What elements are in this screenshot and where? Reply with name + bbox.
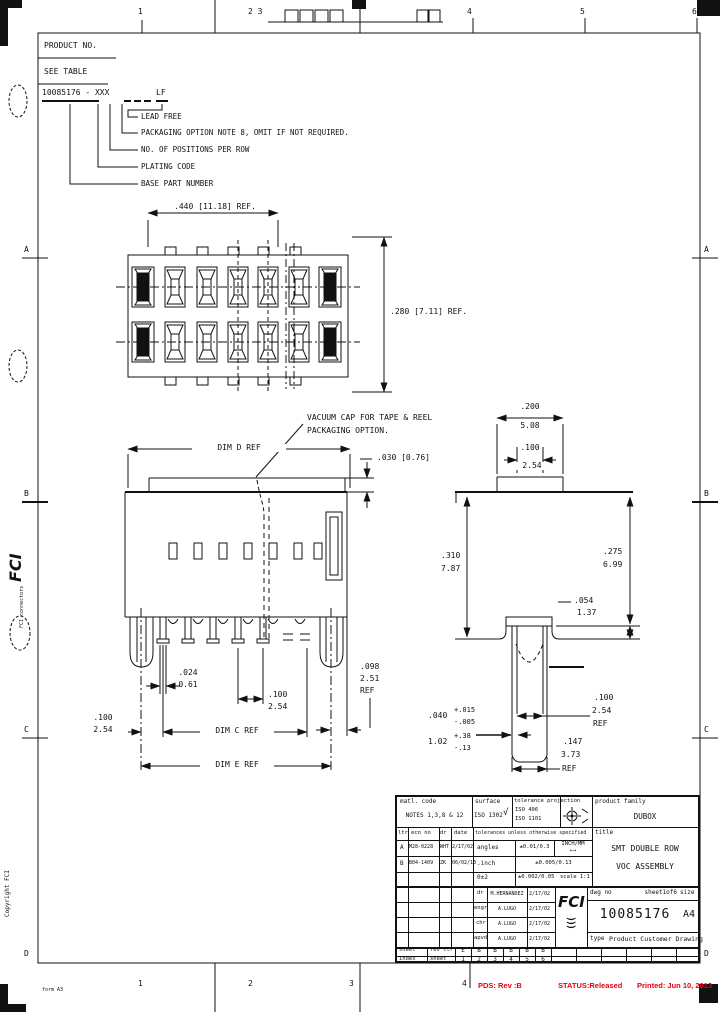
top-ruler-4: 4 xyxy=(467,7,472,16)
tolerance-note: tolerances unless otherwise specified xyxy=(475,830,587,836)
registration-mark xyxy=(9,350,27,382)
dim-d-ref: DIM D REF xyxy=(192,444,286,452)
see-table-label: SEE TABLE xyxy=(44,67,88,76)
dim-147-in: .147 xyxy=(563,737,583,746)
dim-200-in: .200 xyxy=(520,402,540,411)
callout-plating: PLATING CODE xyxy=(141,162,196,171)
third-angle-projection-icon xyxy=(563,806,589,826)
bottom-ruler-2: 2 xyxy=(248,979,253,988)
fci-side-logo: FCI xyxy=(6,553,25,582)
zone-letter-c-left: C xyxy=(24,725,29,734)
bottom-ruler-3: 3 xyxy=(349,979,354,988)
rev-ltr-6: B xyxy=(541,947,545,954)
approval-date-dr: 2/17/02 xyxy=(529,891,551,897)
top-view-linework xyxy=(116,213,392,392)
approval-role-engr: engr xyxy=(474,905,488,911)
angles-value: 0±2 xyxy=(477,874,488,881)
fci-logo: FCI xyxy=(558,893,585,911)
dim-040-tol-plus: +.015 xyxy=(454,706,476,714)
rev-b-date: 06/02/13 xyxy=(452,860,477,866)
printed-date: Printed: Jun 10, 2013 xyxy=(637,981,713,990)
callout-lead-free: LEAD FREE xyxy=(141,112,182,121)
type-value: Product Customer Drawing xyxy=(609,935,703,943)
rev-ltr-label: rev ltr xyxy=(430,947,454,953)
rev-b-dr: ZK xyxy=(440,860,447,866)
type-label: type xyxy=(590,935,605,942)
inch-label: .inch xyxy=(477,860,496,867)
sheet-no-4: 4 xyxy=(509,956,513,963)
dim-102-tol-plus: +.38 xyxy=(454,732,471,740)
zone-letter-b-right: B xyxy=(704,489,709,498)
zone-letter-d-left: D xyxy=(24,949,29,958)
dim-hole-in: .100 xyxy=(594,693,614,702)
sheet-index-label-2: index xyxy=(399,956,416,962)
surface-finish-icon: √ xyxy=(503,808,509,818)
dim-040-in: .040 xyxy=(428,711,448,720)
dim-c-ref: DIM C REF xyxy=(200,727,274,735)
dim-100-mm: 2.54 xyxy=(268,702,288,711)
approval-role-dr: dr xyxy=(477,890,484,896)
size-label: size xyxy=(680,889,695,896)
surface-value: ISO 1302 xyxy=(474,812,503,819)
title-label: title xyxy=(595,829,614,836)
rev-ltr-2: B xyxy=(477,947,481,954)
rev-header-ltr: ltr xyxy=(398,830,408,836)
dim-275-in: .275 xyxy=(603,547,623,556)
tolerance-std-1: ISO 406 xyxy=(515,807,539,813)
approval-date-chr: 2/17/02 xyxy=(529,921,551,927)
drawing-title-line2: VOC ASSEMBLY xyxy=(616,862,674,871)
sheet-no-1: 1 xyxy=(461,956,465,963)
vacuum-note-line2: PACKAGING OPTION. xyxy=(307,426,389,435)
tolerance-row-3: ±0.002/0.05 xyxy=(518,874,555,880)
approval-name-engr: A.LUGO xyxy=(497,906,517,912)
corner-mark-bottom-left xyxy=(0,984,26,1012)
dim-024-mm: 0.61 xyxy=(178,680,198,689)
tolerance-row-1: ±0.01/0.3 xyxy=(519,844,550,850)
top-ruler-23: 2 3 xyxy=(248,7,263,16)
dim-147-ref: REF xyxy=(562,764,577,773)
product-family-value: DUBOX xyxy=(633,812,657,821)
dim-147-mm: 3.73 xyxy=(561,750,581,759)
dim-100-left-mm: 2.54 xyxy=(93,725,113,734)
zone-letter-d-right: D xyxy=(704,949,709,958)
dim-275-mm: 6.99 xyxy=(603,560,623,569)
approval-date-engr: 2/17/02 xyxy=(529,906,551,912)
top-ruler-5: 5 xyxy=(580,7,585,16)
corner-mark-top-right xyxy=(697,0,720,16)
copyright-text: Copyright FCI xyxy=(4,870,11,917)
rev-ltr-5: B xyxy=(525,947,529,954)
bottom-ruler-4: 4 xyxy=(462,979,467,988)
dim-310-mm: 7.87 xyxy=(441,564,461,573)
dim-200-mm: 5.08 xyxy=(520,421,540,430)
side-view-linework xyxy=(455,418,640,772)
dim-098-ref: REF xyxy=(360,686,375,695)
dim-024-in: .024 xyxy=(178,668,198,677)
dim-098-in: .098 xyxy=(360,662,380,671)
rev-ltr-4: B xyxy=(509,947,513,954)
matl-code-value: NOTES 1,3,8 & 12 xyxy=(405,812,464,819)
vacuum-note-line1: VACUUM CAP FOR TAPE & REEL xyxy=(307,413,433,422)
callout-positions: NO. OF POSITIONS PER ROW xyxy=(141,145,250,154)
units-header: INCH/MM xyxy=(561,841,585,847)
dim-054-mm: 1.37 xyxy=(577,608,597,617)
approval-role-chr: chr xyxy=(476,920,486,926)
scale-label: scale 1:1 xyxy=(560,874,590,880)
zone-letter-c-right: C xyxy=(704,725,709,734)
drawing-title-line1: SMT DOUBLE ROW xyxy=(611,844,679,853)
dim-040-tol-minus: -.005 xyxy=(454,718,476,726)
size-value: A4 xyxy=(683,909,696,920)
rev-header-ecn: ecn no xyxy=(411,830,431,836)
fci-side-logo-text: FCI connectors xyxy=(19,585,25,628)
dim-hole-mm: 2.54 xyxy=(592,706,612,715)
dwg-no-label: dwg no xyxy=(590,889,612,896)
sheet-index-label-1: sheet xyxy=(399,947,416,953)
fci-logo-swoosh-icon: ))) xyxy=(565,915,577,929)
dim-280: .280 [7.11] REF. xyxy=(390,307,468,316)
sheet-row-label: sheet xyxy=(430,956,447,962)
zone-letter-a-right: A xyxy=(704,245,709,254)
dim-310-in: .310 xyxy=(441,551,461,560)
rev-ltr-1: E xyxy=(461,947,465,954)
product-family-label: product family xyxy=(595,798,646,805)
dim-100-left-in: .100 xyxy=(93,713,113,722)
rev-header-dr: dr xyxy=(440,830,447,836)
sheet-no-3: 3 xyxy=(493,956,497,963)
approval-name-chr: A.LUGO xyxy=(497,921,517,927)
zone-letter-b-left: B xyxy=(24,489,29,498)
part-number: 10085176 - XXX xyxy=(42,88,110,97)
pds-rev-status: PDS: Rev :B xyxy=(478,981,522,990)
tolerance-projection-label: tolerance projection xyxy=(514,798,581,804)
part-number-lf: LF xyxy=(156,88,166,97)
form-label: form A3 xyxy=(42,987,64,993)
sheet-no-6: 6 xyxy=(541,956,545,963)
rev-b-ltr: B xyxy=(400,860,404,867)
callout-packaging: PACKAGING OPTION NOTE 8, OMIT IF NOT REQUIRED. xyxy=(141,128,349,137)
dim-440: .440 [11.18] REF. xyxy=(174,202,256,211)
product-no-label: PRODUCT NO. xyxy=(44,41,97,50)
dim-100-cap-in: .100 xyxy=(520,443,540,452)
approval-name-apvd: A.LUGO xyxy=(497,936,517,942)
corner-mark-top-left xyxy=(0,0,22,46)
bottom-ruler-1: 1 xyxy=(138,979,143,988)
callout-base-part: BASE PART NUMBER xyxy=(141,179,214,188)
rev-a-ecn: M28-0228 xyxy=(409,844,434,850)
dim-098-mm: 2.51 xyxy=(360,674,380,683)
rev-header-date: date xyxy=(454,830,468,836)
sheet-no-2: 2 xyxy=(477,956,481,963)
rev-a-ltr: A xyxy=(400,844,404,851)
front-view-linework xyxy=(125,424,374,770)
dim-030: .030 [0.76] xyxy=(377,453,430,462)
rev-a-dr: WHT xyxy=(440,844,450,850)
tolerance-std-2: ISO 1101 xyxy=(515,816,542,822)
rev-a-date: 2/17/02 xyxy=(452,844,474,850)
dim-054-in: .054 xyxy=(574,596,594,605)
dim-100-in: .100 xyxy=(268,690,288,699)
tolerance-row-2: ±0.005/0.13 xyxy=(535,860,572,866)
zone-letter-a-left: A xyxy=(24,245,29,254)
approval-role-apvd: apvd xyxy=(474,935,488,941)
dim-e-ref: DIM E REF xyxy=(200,761,274,769)
sheet-no-5: 5 xyxy=(525,956,529,963)
top-ruler-1: 1 xyxy=(138,7,143,16)
approval-date-apvd: 2/17/02 xyxy=(529,936,551,942)
surface-label: surface xyxy=(475,798,501,805)
units-arrow-icon: ←→ xyxy=(569,848,577,854)
dim-102-mm: 1.02 xyxy=(428,737,448,746)
angles-label: angles xyxy=(477,844,499,851)
title-block xyxy=(395,795,703,963)
dim-100-cap-mm: 2.54 xyxy=(515,462,549,470)
approval-name-dr: M.HERNANDEZ xyxy=(490,891,524,897)
top-ruler-6: 6 xyxy=(692,7,697,16)
sheet-label: sheet1of6 xyxy=(644,889,677,896)
dwg-number: 10085176 xyxy=(599,907,671,922)
rev-ltr-3: B xyxy=(493,947,497,954)
dim-102-tol-minus: -.13 xyxy=(454,744,471,752)
registration-mark xyxy=(9,85,27,117)
matl-code-label: matl. code xyxy=(400,798,437,805)
rev-b-ecn: B04-1409 xyxy=(409,860,434,866)
dim-hole-ref: REF xyxy=(593,719,608,728)
release-status: STATUS:Released xyxy=(558,981,623,990)
